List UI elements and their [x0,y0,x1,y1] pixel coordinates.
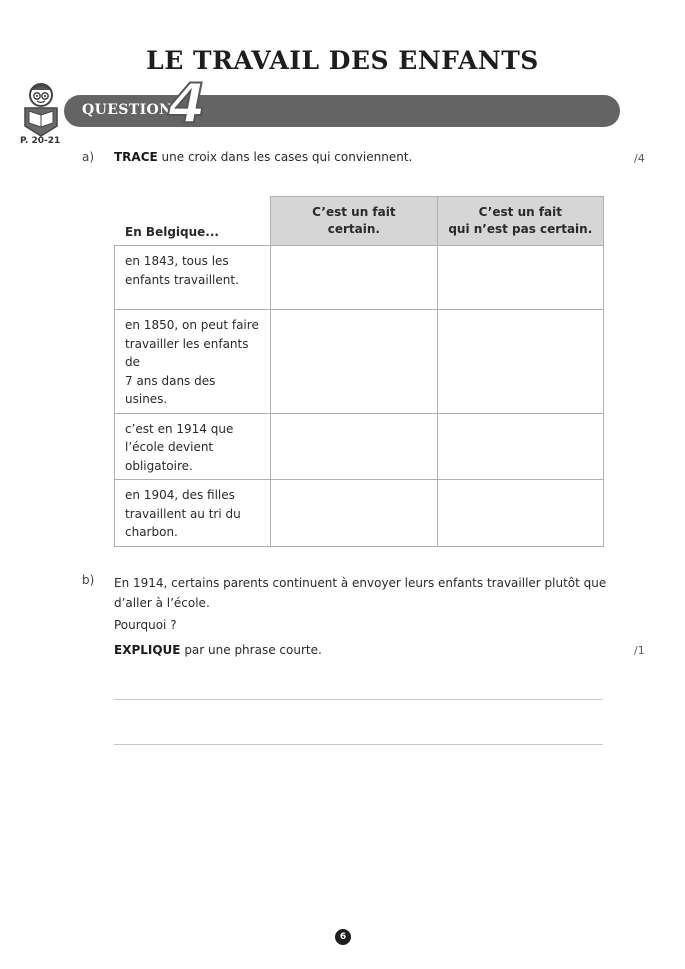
part-b-score: /1 [634,644,645,657]
statement-line: en 1850, on peut faire [125,318,259,332]
answer-cell-certain[interactable] [271,246,437,310]
answer-cell-certain[interactable] [271,310,437,414]
part-b-instruction [114,643,322,658]
table-header-row [115,197,604,246]
statement-line: 7 ans dans des usines. [125,373,216,406]
answer-cell-not-certain[interactable] [437,480,603,547]
part-a-instruction [114,150,412,165]
statement-cell [115,310,271,414]
part-a-verb: TRACE [114,150,158,164]
page-number: 6 [335,929,351,945]
col-header-certain [271,197,437,246]
row-header-label: En Belgique... [125,225,219,239]
statement-line: en 1843, tous les [125,254,229,268]
page-title: LE TRAVAIL DES ENFANTS [146,46,539,75]
answer-cell-certain[interactable] [271,480,437,547]
table-row [115,246,604,310]
col-header-not-certain [437,197,603,246]
table-row [115,413,604,480]
statement-cell [115,413,271,480]
part-b-marker: b) [82,573,95,587]
table-row [115,310,604,414]
part-b-verb: EXPLIQUE [114,643,181,657]
part-a-instruction-text: une croix dans les cases qui conviennent. [157,150,413,164]
part-b-line2: d’aller à l’école. [114,596,210,610]
statement-line: travaillent au tri du [125,506,241,521]
part-a-marker: a) [82,150,95,164]
statement-cell [115,480,271,547]
statement-line: enfants travaillent. [125,272,239,287]
col-header-certain-line1: C’est un fait [312,205,396,219]
answer-cell-not-certain[interactable] [437,310,603,414]
col-header-not-certain-line2: qui n’est pas certain. [448,222,593,236]
statement-cell [115,246,271,310]
facts-table [114,196,604,547]
student-mascot-icon [21,82,61,138]
col-header-not-certain-line1: C’est un fait [478,205,562,219]
part-b-question: Pourquoi ? [114,618,177,632]
col-header-certain-line2: certain. [327,222,380,236]
statement-line: c’est en 1914 que [125,421,234,436]
part-b-line1: En 1914, certains parents continuent à envoyer leurs enfants travailler plutôt que [114,576,607,590]
answer-cell-not-certain[interactable] [437,413,603,480]
answer-line[interactable] [114,699,603,700]
answer-cell-not-certain[interactable] [437,246,603,310]
part-a-score: /4 [634,152,645,165]
row-header [115,197,271,246]
question-label: QUESTION [82,102,173,118]
answer-line[interactable] [114,744,603,745]
answer-cell-certain[interactable] [271,413,437,480]
part-b-text [114,573,606,613]
page-reference: P. 20-21 [20,136,61,146]
statement-line: obligatoire. [125,458,193,473]
table-row [115,480,604,547]
statement-line: l’école devient [125,440,214,454]
statement-line: en 1904, des filles [125,488,235,502]
statement-line: travailler les enfants de [125,336,249,369]
question-number: 4 [168,72,206,135]
statement-line: charbon. [125,525,178,539]
part-b-instruction-text: par une phrase courte. [180,643,322,657]
